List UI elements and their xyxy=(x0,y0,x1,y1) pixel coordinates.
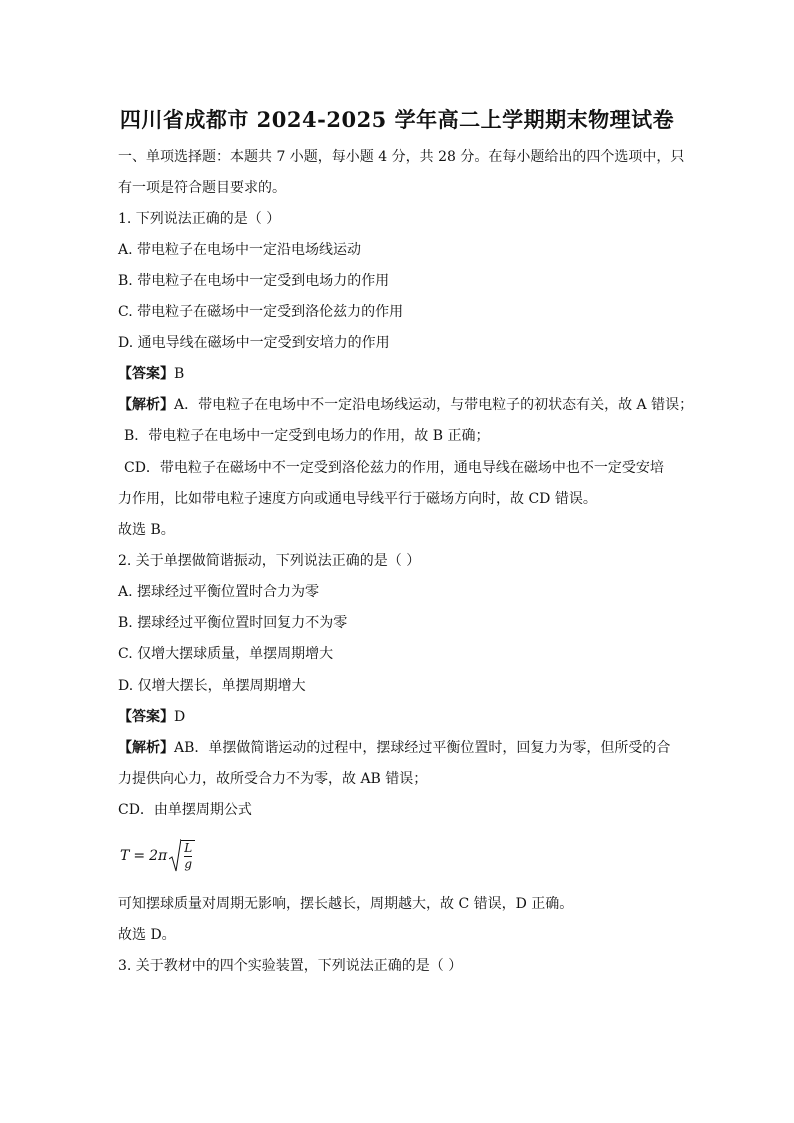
analysis-tag: 【解析】 xyxy=(118,740,174,756)
question-1-stem: 1. 下列说法正确的是（ ） xyxy=(118,211,281,227)
question-1-option-c: C. 带电粒子在磁场中一定受到洛伦兹力的作用 xyxy=(118,304,404,320)
analysis-text: A．带电粒子在电场中不一定沿电场线运动，与带电粒子的初状态有关，故 A 错误； xyxy=(174,397,694,413)
question-1-answer xyxy=(118,365,184,383)
question-1-analysis-line-3: CD．带电粒子在磁场中不一定受到洛伦兹力的作用，通电导线在磁场中也不一定受安培 xyxy=(124,460,664,476)
formula-equals: = xyxy=(133,848,146,864)
question-1-analysis-line-4: 力作用，比如带电粒子速度方向或通电导线平行于磁场方向时，故 CD 错误。 xyxy=(118,491,597,507)
question-2-conclusion: 故选 D。 xyxy=(118,927,176,943)
formula-fraction xyxy=(181,840,195,872)
question-1-option-d: D. 通电导线在磁场中一定受到安培力的作用 xyxy=(118,335,390,351)
answer-value: B xyxy=(174,366,185,382)
question-2-answer xyxy=(118,708,185,726)
formula-numerator: L xyxy=(184,841,193,855)
answer-value: D xyxy=(174,709,186,725)
question-3-stem: 3. 关于教材中的四个实验装置，下列说法正确的是（ ） xyxy=(118,958,463,974)
question-2-option-b: B. 摆球经过平衡位置时回复力不为零 xyxy=(118,615,348,631)
analysis-tag: 【解析】 xyxy=(118,397,174,413)
page-title: 四川省成都市 2024-2025 学年高二上学期期末物理试卷 xyxy=(119,107,675,132)
question-2-option-a: A. 摆球经过平衡位置时合力为零 xyxy=(118,584,320,600)
pendulum-period-formula xyxy=(120,836,195,876)
question-2-analysis-line-2: 力提供向心力，故所受合力不为零，故 AB 错误； xyxy=(118,771,428,787)
question-1-conclusion: 故选 B。 xyxy=(118,522,175,538)
formula-denominator: g xyxy=(184,857,193,871)
question-1-analysis-line-2: B．带电粒子在电场中一定受到电场力的作用，故 B 正确； xyxy=(124,428,490,444)
question-2-stem: 2. 关于单摆做简谐振动，下列说法正确的是（ ） xyxy=(118,553,421,569)
answer-tag: 【答案】 xyxy=(118,366,174,382)
question-2-analysis-line-3: CD．由单摆周期公式 xyxy=(118,802,252,818)
question-2-analysis-line-1 xyxy=(118,739,670,757)
question-1-option-a: A. 带电粒子在电场中一定沿电场线运动 xyxy=(118,242,362,258)
question-1-analysis-line-1 xyxy=(118,396,693,414)
section-heading-line-1: 一、单项选择题：本题共 7 小题，每小题 4 分，共 28 分。在每小题给出的四个选项中，只 xyxy=(118,149,685,165)
formula-coefficient: 2π xyxy=(149,848,168,864)
analysis-text: AB．单摆做简谐运动的过程中，摆球经过平衡位置时，回复力为零，但所受的合 xyxy=(174,740,671,756)
formula-lhs: T xyxy=(120,848,130,864)
section-heading-line-2: 有一项是符合题目要求的。 xyxy=(118,180,286,196)
radical-sign-icon xyxy=(169,839,181,873)
question-2-after-formula: 可知摆球质量对周期无影响，摆长越长，周期越大，故 C 错误，D 正确。 xyxy=(118,896,574,912)
question-1-option-b: B. 带电粒子在电场中一定受到电场力的作用 xyxy=(118,273,390,289)
question-2-option-d: D. 仅增大摆长，单摆周期增大 xyxy=(118,678,306,694)
question-2-option-c: C. 仅增大摆球质量，单摆周期增大 xyxy=(118,646,334,662)
square-root xyxy=(169,839,195,873)
answer-tag: 【答案】 xyxy=(118,709,174,725)
